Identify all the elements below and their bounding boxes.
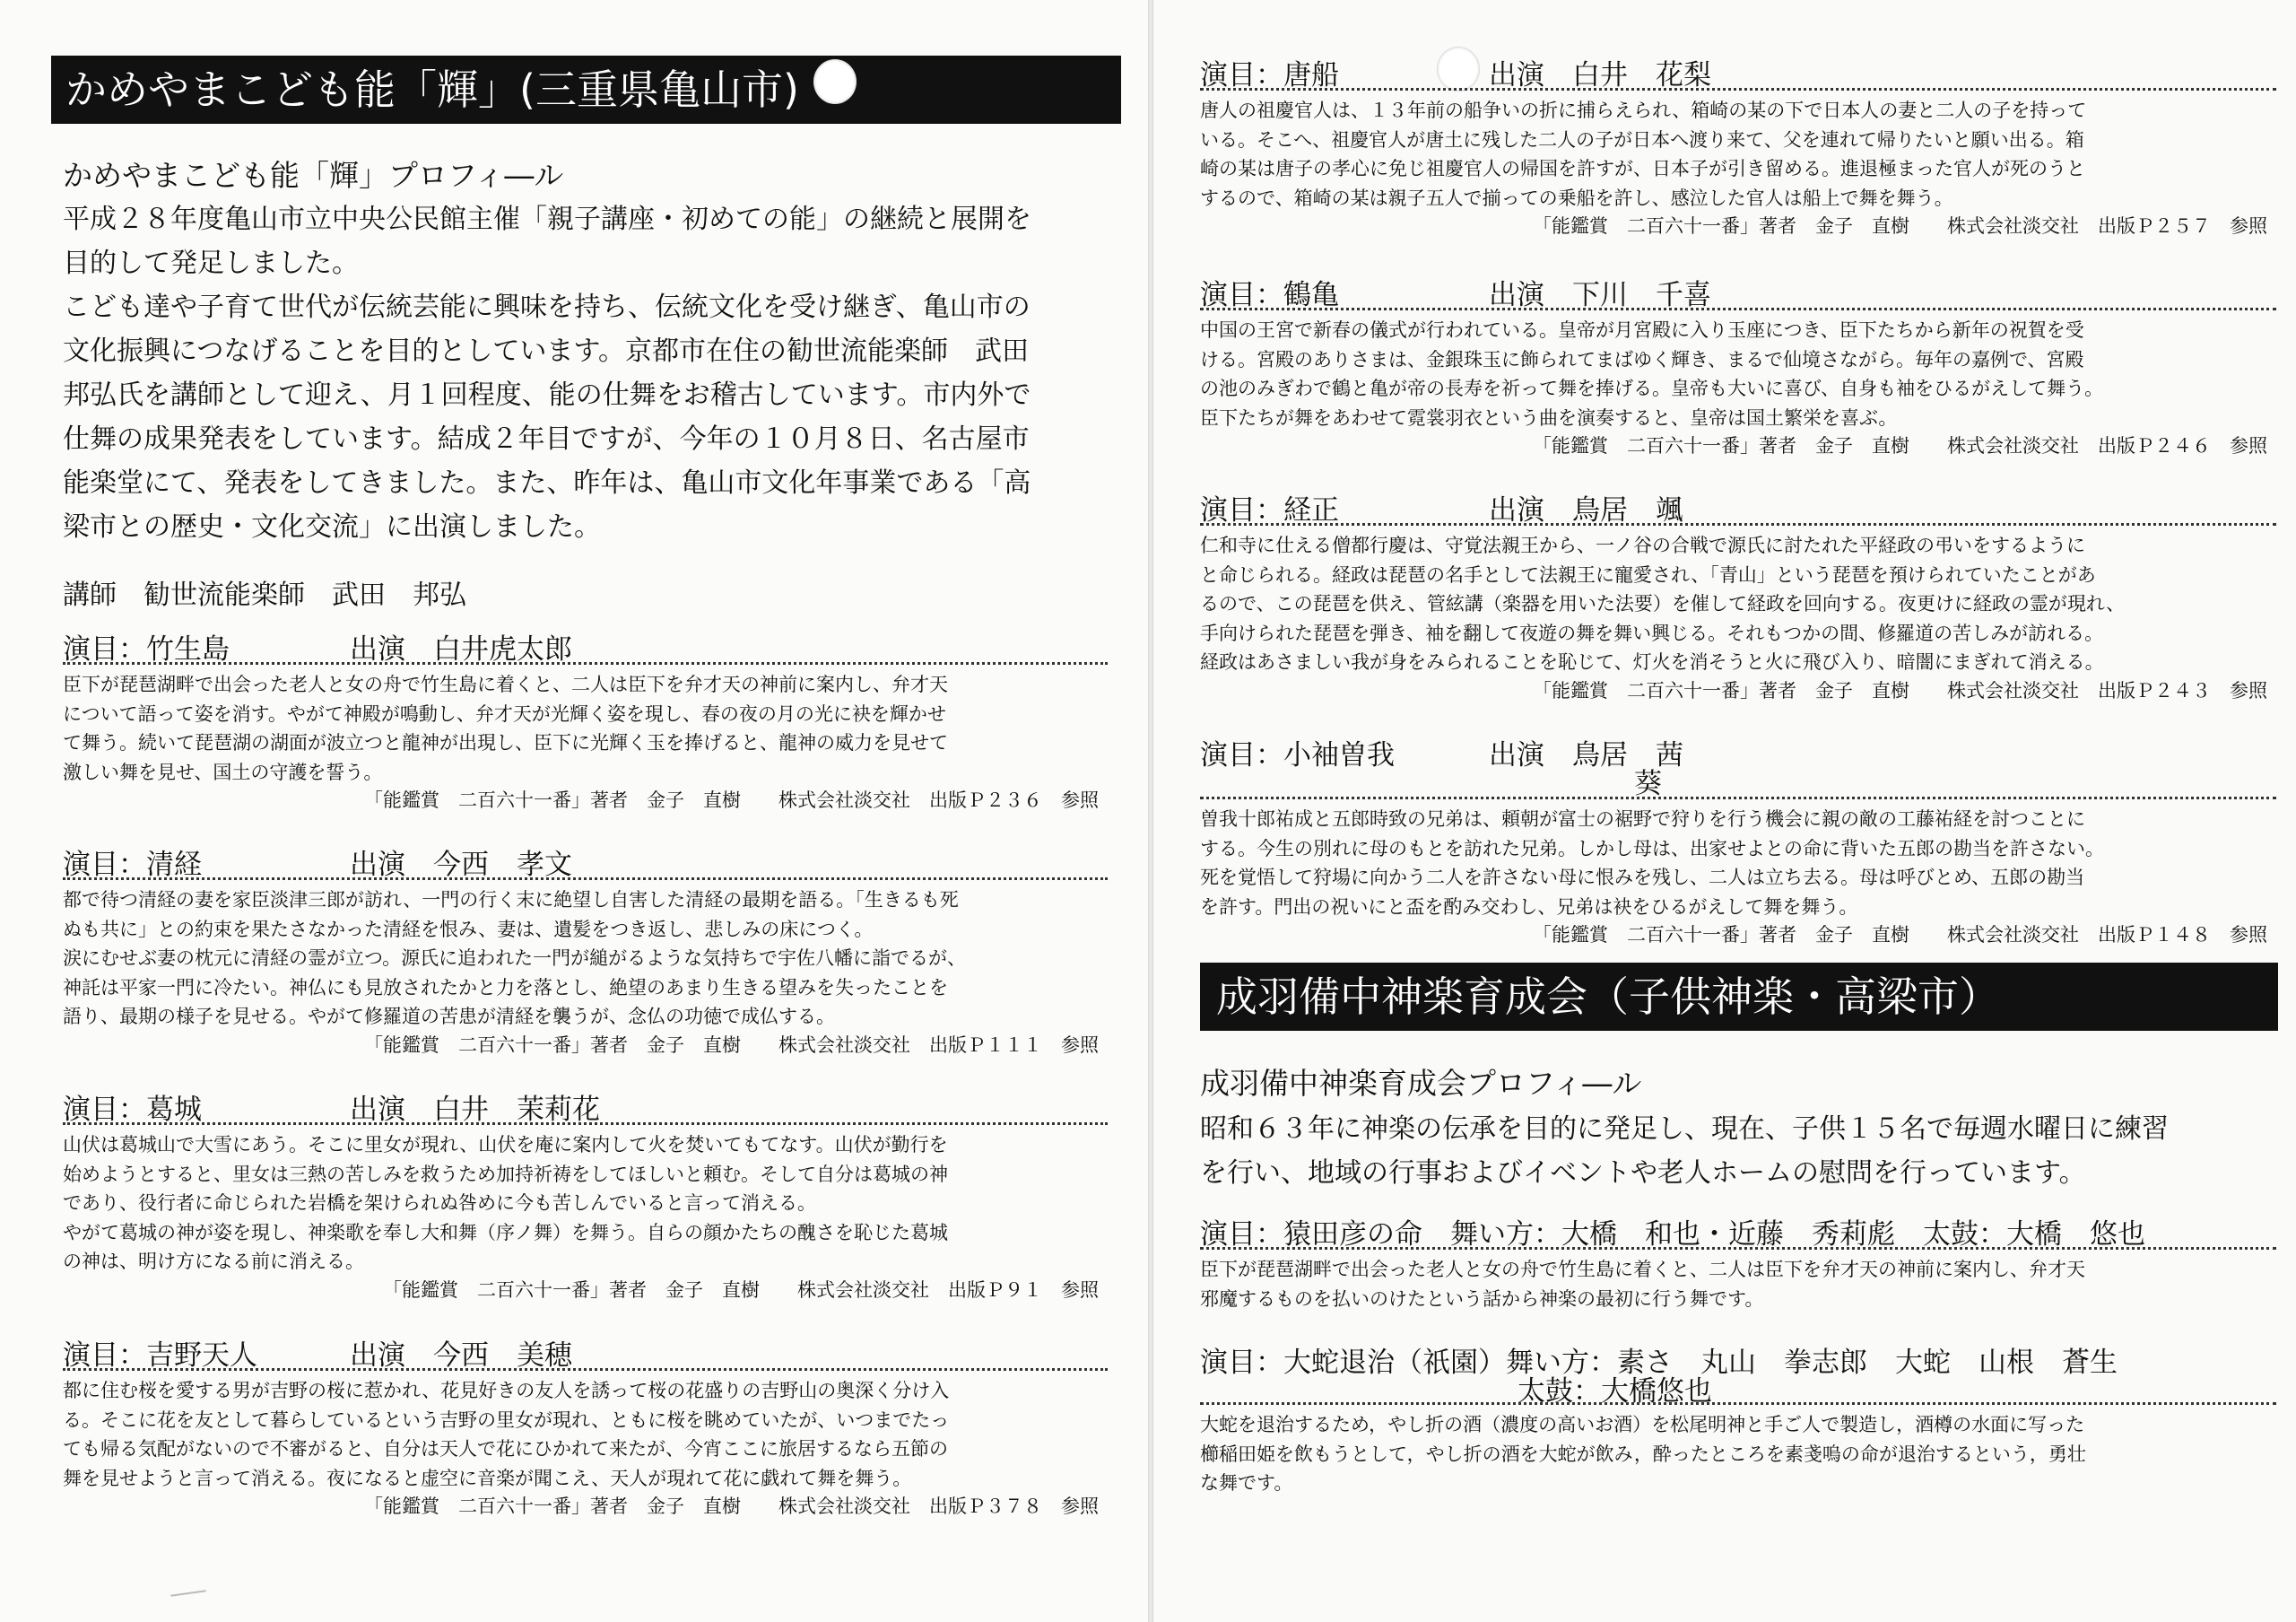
piece-heading [63,1088,1108,1125]
piece-performer: 出演 鳥居 颯 [1489,494,1683,527]
piece-heading [1200,734,2276,799]
desc-line: ても帰る気配がないので不審がると、自分は天人で花にひかれて来たが、今宵ここに旅居するなら五節の [63,1438,948,1460]
desc-line: な舞です。 [1200,1472,1293,1494]
kagura-heading [1200,1213,2276,1250]
left-profile-title: かめやまこども能「輝」プロフィ―ル [63,158,564,193]
piece-performer: 出演 白井 茉莉花 [350,1094,600,1126]
desc-line: 大蛇を退治するため，やし折の酒（濃度の高いお酒）を松尾明神と手ご人で製造し，酒樽の水面に写った [1200,1414,2085,1435]
intro-line: 邦弘氏を講師として迎え、月１回程度、能の仕舞をお稽古しています。市内外で [63,379,1031,411]
piece-performer: 出演 今西 美穂 [350,1339,572,1372]
desc-line: について語って姿を消す。やがて神殿が鳴動し、弁才天が光輝く姿を現し、春の夜の月の光に袂を輝かせ [63,702,946,725]
desc-line: ぬも共に」との約束を果たさなかった清経を恨み、妻は、遺髪をつき返し、悲しみの床につく。 [63,918,874,940]
desc-line: るので、この琵琶を供え、管絃講（楽器を用いた法要）を催して経政を回向する。夜更けに経政の霊が現れ、 [1200,593,2126,615]
desc-line: 都に住む桜を愛する男が吉野の桜に惹かれ、花見好きの友人を誘って桜の花盛りの吉野山の奥深く分け入 [63,1380,950,1401]
desc-line: の池のみぎわで鶴と亀が帝の長寿を祈って舞を捧げる。皇帝も大いに喜び、自身も袖をひるがえして舞う。 [1200,378,2104,399]
piece-description [63,885,1108,1032]
piece-block [63,843,1108,1059]
piece-title: 演目：鶴亀 [1200,279,1339,311]
piece-block [1200,54,2276,240]
intro-line: 昭和６３年に神楽の伝承を目的に発足し、現在、子供１５名で毎週水曜日に練習 [1200,1113,2169,1145]
kagura-block [1200,1341,2276,1498]
desc-line: 山伏は葛城山で大雪にあう。そこに里女が現れ、山伏を庵に案内して火を焚いてもてなす。山伏が勤行を [63,1134,948,1155]
piece-title: 演目：経正 [1200,494,1339,527]
piece-heading [63,843,1108,880]
desc-line: する。今生の別れに母のもとを訪れた兄弟。しかし母は、出家せよとの命に背いた五郎の勘当を許さない。 [1200,837,2104,859]
piece-description [1200,805,2276,921]
desc-line: であり、役行者に命じられた岩橋を架けられぬ咎めに今も苦しんでいると言って消える。 [63,1192,816,1214]
right-intro [1200,1107,2169,1195]
kagura-title: 演目：大蛇退治（祇園）舞い方：素さ 丸山 拳志郎 大蛇 山根 蒼生 [1200,1347,2118,1379]
right-banner-title: 成羽備中神楽育成会（子供神楽・高梁市） [1216,972,2000,1021]
desc-line: 語り、最期の様子を見せる。やがて修羅道の苦患が清経を襲うが、念仏の功徳で成仏する。 [63,1006,835,1027]
intro-line: 文化振興につなげることを目的としています。京都市在住の勧世流能楽師 武田 [63,336,1029,367]
piece-performer: 出演 白井 花梨 [1489,59,1711,92]
piece-block [63,628,1108,814]
piece-heading [63,628,1108,665]
piece-heading [1200,274,2276,310]
desc-line: 邪魔するものを払いのけたという話から神楽の最初に行う舞です。 [1200,1287,1764,1310]
desc-line: するので、箱崎の某は親子五人で揃っての乗船を許し、感泣した官人は船上で舞を舞う。 [1200,187,1953,209]
piece-description [63,670,1108,787]
piece-block [1200,489,2276,704]
piece-description [63,1376,1108,1493]
piece-description [1200,316,2276,432]
left-banner-title: かめやまこども能「輝」(三重県亀山市) [65,65,799,114]
desc-line: ける。宮殿のありさまは、金銀珠玉に飾られてまばゆく輝き、まるで仙境さながら。毎年の嘉例で、宮殿 [1200,348,2084,371]
piece-reference: 「能鑑賞 二百六十一番」著者 金子 直樹 株式会社淡交社 出版Ｐ２４３ 参照 [1533,679,2267,702]
desc-line: 神託は平家一門に冷たい。神仏にも見放されたかと力を落とし、絶望のあまり生きる望みを失ったことを [63,976,948,998]
piece-reference: 「能鑑賞 二百六十一番」著者 金子 直樹 株式会社淡交社 出版Ｐ１４８ 参照 [1533,924,2267,946]
desc-line: 激しい舞を見せ、国土の守護を誓う。 [63,761,383,783]
right-banner [1200,963,2278,1031]
desc-line: いる。そこへ、祖慶官人が唐土に残した二人の子が日本へ渡り来て、父を連れて帰りたいと願い出る。箱 [1200,128,2084,151]
desc-line: の神は、明け方になる前に消える。 [63,1251,364,1272]
desc-line: 唐人の祖慶官人は、１３年前の船争いの折に捕らえられ、箱崎の某の下で日本人の妻と二人の子を持って [1200,100,2087,121]
piece-reference: 「能鑑賞 二百六十一番」著者 金子 直樹 株式会社淡交社 出版Ｐ２５７ 参照 [1533,215,2267,237]
desc-line: と命じられる。経政は琵琶の名手として法親王に寵愛され、「青山」という琵琶を預けられていたことがあ [1200,563,2096,586]
right-profile-title: 成羽備中神楽育成会プロフィ―ル [1200,1066,1642,1101]
kagura-description [1200,1255,2276,1313]
piece-performer: 出演 鳥居 茜 [1489,739,1683,772]
paper-speck [170,1590,206,1597]
punch-hole-left [813,59,857,104]
piece-performer: 出演 下川 千喜 [1489,279,1711,311]
left-intro [63,197,1031,549]
desc-line: 死を覚悟して狩場に向かう二人を許さない母に恨みを残し、二人は立ち去る。母は呼びとめ、五郎の勘当 [1200,867,2085,888]
desc-line: る。そこに花を友として暮らしているという吉野の里女が現れ、ともに桜を眺めていたが、いつまでたっ [63,1408,950,1431]
piece-performer: 出演 白井虎太郎 [350,633,572,666]
piece-title: 演目：葛城 [63,1094,202,1126]
desc-line: 都で待つ清経の妻を家臣淡津三郎が訪れ、一門の行く末に絶望し自害した清経の最期を語る。「生きるも死 [63,889,959,911]
piece-reference: 「能鑑賞 二百六十一番」著者 金子 直樹 株式会社淡交社 出版Ｐ２３６ 参照 [364,789,1099,811]
piece-heading [63,1334,1108,1371]
kagura-description [1200,1410,2276,1498]
teacher-line: 講師 勧世流能楽師 武田 邦弘 [63,580,466,611]
piece-description [1200,96,2276,213]
piece-block [1200,274,2276,459]
right-page [1153,0,2296,1622]
intro-line: 目的して発足しました。 [63,248,359,279]
desc-line: 手向けられた琵琶を弾き、袖を翻して夜遊の舞を舞い興じる。それもつかの間、修羅道の苦しみが訪れる。 [1200,622,2104,644]
piece-description [63,1130,1108,1277]
piece-title: 演目：竹生島 [63,633,230,666]
intro-line: 能楽堂にて、発表をしてきました。また、昨年は、亀山市文化年事業である「高 [63,467,1031,499]
intro-line: 仕舞の成果発表をしています。結成２年目ですが、今年の１０月８日、名古屋市 [63,423,1030,455]
piece-description [1200,531,2276,677]
desc-line: 臣下が琵琶湖畔で出会った老人と女の舟で竹生島に着くと、二人は臣下を弁才天の神前に案内し、弁才天 [1200,1259,2085,1280]
desc-line: て舞う。続いて琵琶湖の湖面が波立つと龍神が出現し、臣下に光輝く玉を捧げると、龍神の威力を見せて [63,732,948,754]
intro-line: こども達や子育て世代が伝統芸能に興味を持ち、伝統文化を受け継ぎ、亀山市の [63,292,1031,323]
piece-title: 演目：唐船 [1200,59,1339,92]
desc-line: やがて葛城の神が姿を現し、神楽歌を奉し大和舞（序ノ舞）を舞う。自らの顔かたちの醜さを恥じた葛城 [63,1221,948,1243]
piece-reference: 「能鑑賞 二百六十一番」著者 金子 直樹 株式会社淡交社 出版Ｐ１１１ 参照 [364,1033,1099,1056]
piece-title: 演目：吉野天人 [63,1339,257,1372]
intro-line: を行い、地域の行事およびイベントや老人ホームの慰問を行っています。 [1200,1157,2086,1189]
piece-block [1200,734,2276,948]
intro-line: 平成２８年度亀山市立中央公民館主催「親子講座・初めての能」の継続と展開を [63,204,1031,235]
kagura-title-2: 太鼓：大橋悠也 [1518,1375,1712,1408]
piece-performer: 出演 今西 孝文 [350,849,572,881]
desc-line: 曽我十郎祐成と五郎時致の兄弟は、頼朝が富士の裾野で狩りを行う機会に親の敵の工藤祐経を討つことに [1200,808,2085,830]
desc-line: 櫛稲田姫を飲もうとして，やし折の酒を大蛇が飲み，酔ったところを素戔嗚の命が退治するという，勇壮 [1200,1443,2086,1465]
desc-line: 涙にむせぶ妻の枕元に清経の霊が立つ。源氏に追われた一門が縋がるような気持ちで宇佐八幡に詣でるが、 [63,947,966,969]
piece-block [63,1088,1108,1304]
desc-line: 中国の王宮で新春の儀式が行われている。皇帝が月宮殿に入り玉座につき、臣下たちから新年の祝賀を受 [1200,319,2084,341]
intro-line: 梁市との歴史・文化交流」に出演しました。 [63,511,601,543]
kagura-heading [1200,1341,2276,1408]
piece-reference: 「能鑑賞 二百六十一番」著者 金子 直樹 株式会社淡交社 出版Ｐ３７８ 参照 [364,1496,1099,1517]
desc-line: 臣下が琵琶湖畔で出会った老人と女の舟で竹生島に着くと、二人は臣下を弁才天の神前に案内し、弁才天 [63,674,948,695]
piece-performer-2: 葵 [1634,768,1662,800]
piece-heading [1200,54,2276,91]
piece-reference: 「能鑑賞 二百六十一番」著者 金子 直樹 株式会社淡交社 出版Ｐ９１ 参照 [383,1278,1099,1301]
desc-line: 始めようとすると、里女は三熱の苦しみを救うため加持祈祷をしてほしいと頼む。そして自分は葛城の神 [63,1163,948,1185]
piece-title: 演目：小袖曽我 [1200,739,1395,772]
desc-line: 仁和寺に仕える僧都行慶は、守覚法親王から、一ノ谷の合戦で源氏に討たれた平経政の弔いをするように [1200,535,2085,556]
piece-title: 演目：清経 [63,849,202,881]
left-banner [51,56,1121,124]
piece-block [63,1334,1108,1520]
piece-heading [1200,489,2276,526]
kagura-block [1200,1213,2276,1313]
desc-line: 臣下たちが舞をあわせて霓裳羽衣という曲を演奏すると、皇帝は国土繁栄を喜ぶ。 [1200,406,1898,429]
desc-line: を許す。門出の祝いにと盃を酌み交わし、兄弟は袂をひるがえして舞を舞う。 [1200,895,1858,918]
kagura-title: 演目：猿田彦の命 舞い方：大橋 和也・近藤 秀莉彪 太鼓：大橋 悠也 [1200,1218,2145,1251]
piece-reference: 「能鑑賞 二百六十一番」著者 金子 直樹 株式会社淡交社 出版Ｐ２４６ 参照 [1533,435,2267,457]
desc-line: 舞を見せようと言って消える。夜になると虚空に音楽が聞こえ、天人が現れて花に戯れて舞を舞う。 [63,1467,912,1489]
desc-line: 経政はあさましい我が身をみられることを恥じて、灯火を消そうと火に飛び入り、暗闇にまぎれて消える。 [1200,651,2104,673]
desc-line: 崎の某は唐子の孝心に免じ祖慶官人の帰国を許すが、日本子が引き留める。進退極まった官人が死のうと [1200,158,2085,179]
